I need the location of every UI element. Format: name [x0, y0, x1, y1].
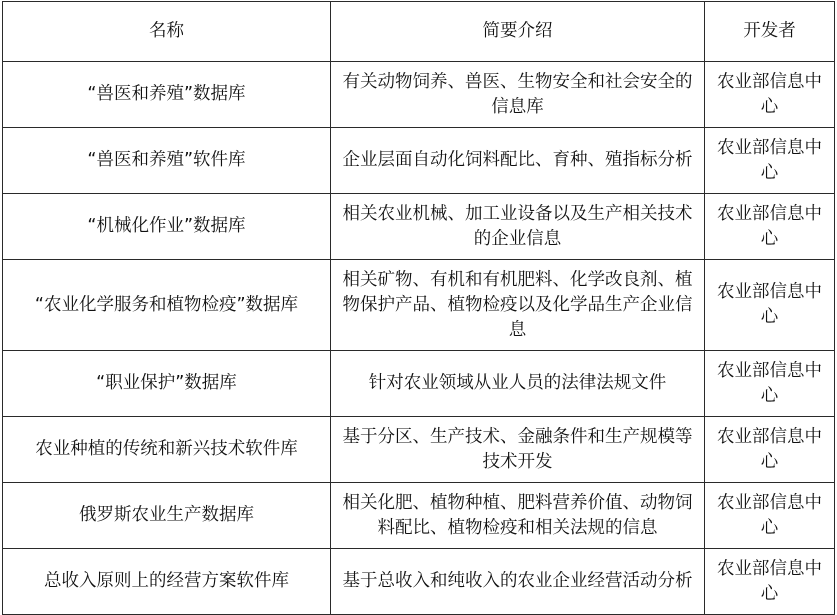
table-row	[3, 260, 835, 351]
row-intro-cell: 基于总收入和纯收入的农业企业经营活动分析	[331, 549, 705, 615]
table-row	[3, 128, 835, 194]
table-header-row	[3, 2, 835, 62]
row-developer-cell: 农业部信息中心	[705, 549, 835, 615]
row-intro-cell: 针对农业领域从业人员的法律法规文件	[331, 351, 705, 417]
table-row	[3, 62, 835, 128]
row-developer-cell: 农业部信息中心	[705, 128, 835, 194]
row-intro-cell: 企业层面自动化饲料配比、育种、殖指标分析	[331, 128, 705, 194]
row-developer-cell: 农业部信息中心	[705, 260, 835, 351]
row-intro-cell: 相关农业机械、加工业设备以及生产相关技术的企业信息	[331, 194, 705, 260]
row-name-cell: 总收入原则上的经营方案软件库	[3, 549, 331, 615]
header-developer: 开发者	[705, 2, 835, 62]
table-row	[3, 483, 835, 549]
header-intro: 简要介绍	[331, 2, 705, 62]
row-intro-cell: 相关矿物、有机和有机肥料、化学改良剂、植物保护产品、植物检疫以及化学品生产企业信息	[331, 260, 705, 351]
row-developer-cell: 农业部信息中心	[705, 194, 835, 260]
row-developer-cell: 农业部信息中心	[705, 417, 835, 483]
row-name-cell: 农业种植的传统和新兴技术软件库	[3, 417, 331, 483]
table-row	[3, 549, 835, 615]
header-name: 名称	[3, 2, 331, 62]
row-developer-cell: 农业部信息中心	[705, 483, 835, 549]
row-name-cell: “兽医和养殖”软件库	[3, 128, 331, 194]
table-row	[3, 351, 835, 417]
table-row	[3, 194, 835, 260]
row-name-cell: 俄罗斯农业生产数据库	[3, 483, 331, 549]
row-name-cell: “机械化作业”数据库	[3, 194, 331, 260]
row-intro-cell: 有关动物饲养、兽医、生物安全和社会安全的信息库	[331, 62, 705, 128]
table-row	[3, 417, 835, 483]
row-name-cell: “职业保护”数据库	[3, 351, 331, 417]
row-developer-cell: 农业部信息中心	[705, 62, 835, 128]
agri-database-table	[2, 1, 835, 615]
row-name-cell: “兽医和养殖”数据库	[3, 62, 331, 128]
row-intro-cell: 基于分区、生产技术、金融条件和生产规模等技术开发	[331, 417, 705, 483]
row-name-cell: “农业化学服务和植物检疫”数据库	[3, 260, 331, 351]
row-developer-cell: 农业部信息中心	[705, 351, 835, 417]
row-intro-cell: 相关化肥、植物种植、肥料营养价值、动物饲料配比、植物检疫和相关法规的信息	[331, 483, 705, 549]
